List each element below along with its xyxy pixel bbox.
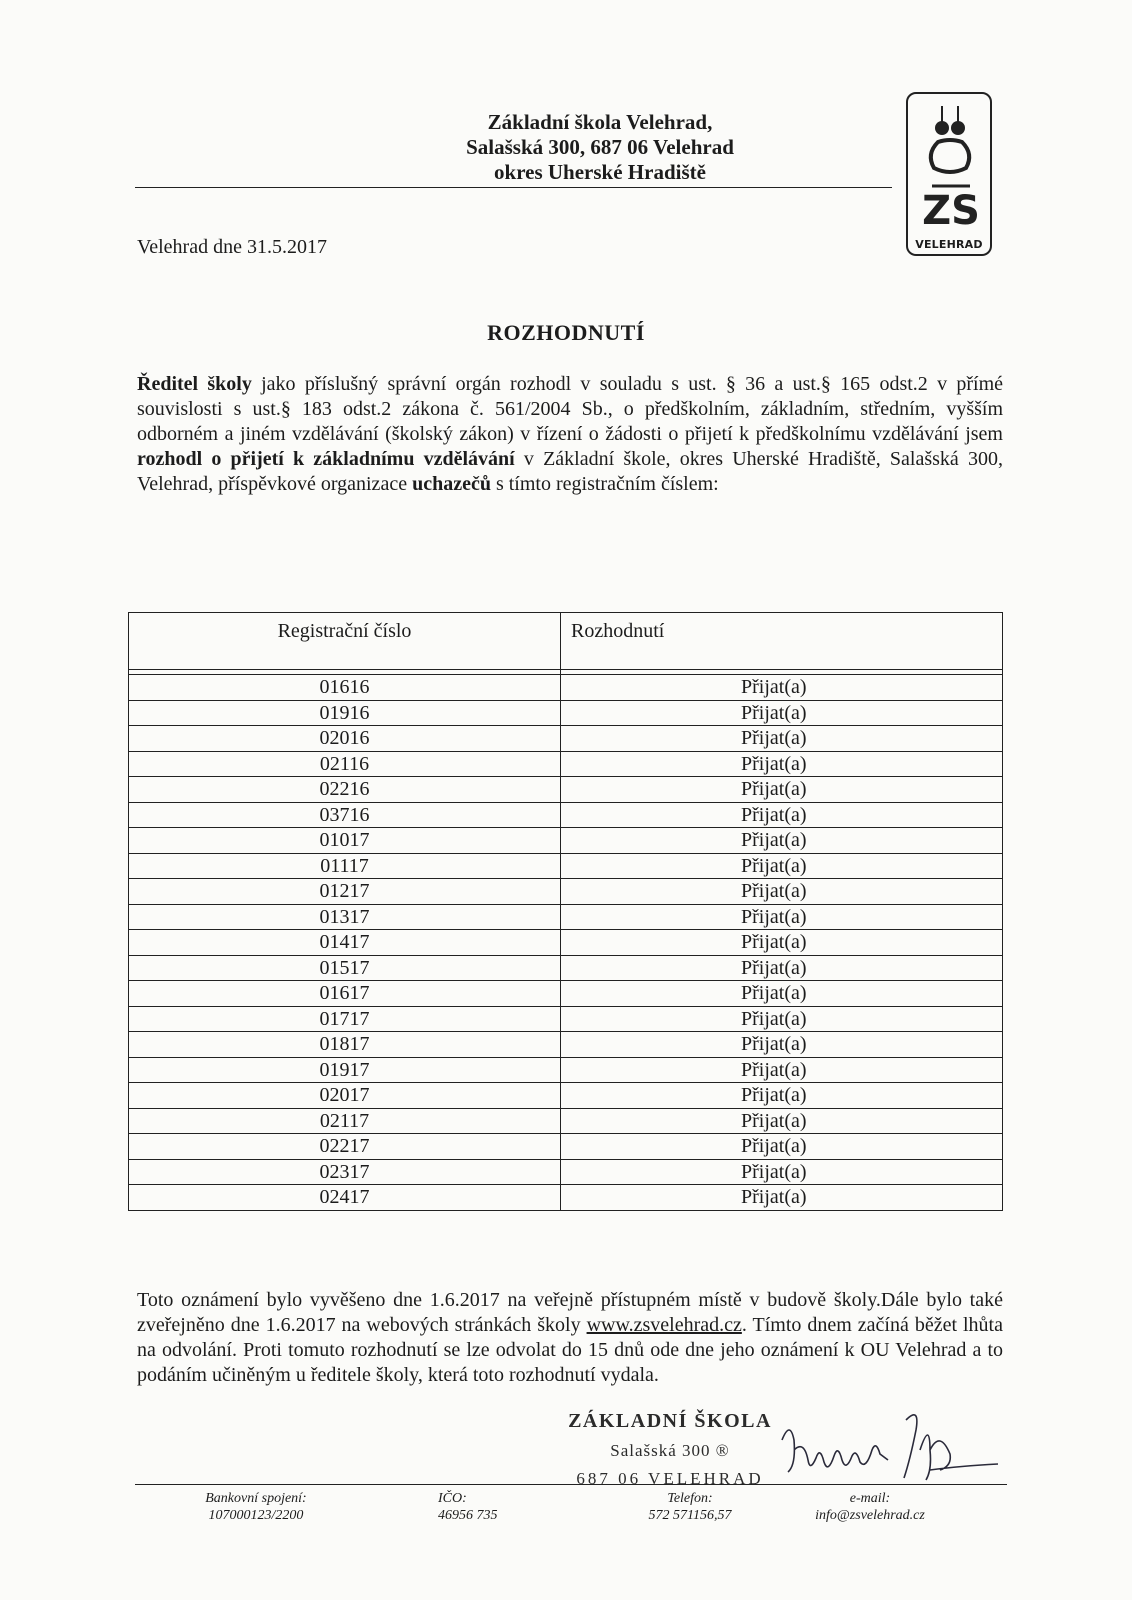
table-row (129, 751, 1003, 777)
decision-cell: Přijat(a) (561, 1006, 1003, 1032)
decision-cell: Přijat(a) (561, 828, 1003, 854)
registration-number-cell: 01916 (129, 700, 561, 726)
registration-number-cell: 02317 (129, 1159, 561, 1185)
decision-cell: Přijat(a) (561, 1108, 1003, 1134)
stamp-line-3: 687 06 VELEHRAD (576, 1469, 764, 1488)
registration-number-cell: 01617 (129, 981, 561, 1007)
logo-emblem-icon (908, 94, 994, 258)
table-row (129, 955, 1003, 981)
table-row (129, 1134, 1003, 1160)
email-link[interactable]: info@zsvelehrad.cz (815, 1508, 925, 1523)
footer-email: e-mail: info@zsvelehrad.cz (800, 1490, 940, 1524)
decision-cell: Přijat(a) (561, 726, 1003, 752)
decision-cell: Přijat(a) (561, 1134, 1003, 1160)
table-row (129, 1159, 1003, 1185)
decision-cell: Přijat(a) (561, 751, 1003, 777)
table-row (129, 700, 1003, 726)
decision-cell: Přijat(a) (561, 1159, 1003, 1185)
table-row (129, 981, 1003, 1007)
table-row (129, 1057, 1003, 1083)
table-row (129, 1032, 1003, 1058)
decision-cell: Přijat(a) (561, 981, 1003, 1007)
header-decision: Rozhodnutí (561, 613, 1003, 670)
footer-ico: IČO: 46956 735 (438, 1491, 498, 1523)
decision-cell: Přijat(a) (561, 700, 1003, 726)
registration-number-cell: 02016 (129, 726, 561, 752)
registration-number-cell: 02217 (129, 1134, 561, 1160)
registration-number-cell: 01517 (129, 955, 561, 981)
decision-cell: Přijat(a) (561, 1057, 1003, 1083)
decision-phrase: rozhodl o přijetí k základnímu vzdělávání (137, 448, 515, 470)
table-row (129, 726, 1003, 752)
header-divider (135, 187, 892, 188)
registration-number-cell: 03716 (129, 802, 561, 828)
school-stamp (560, 1410, 780, 1489)
decision-cell: Přijat(a) (561, 930, 1003, 956)
school-address: Salašská 300, 687 06 Velehrad (466, 135, 734, 159)
table-row (129, 675, 1003, 701)
registration-number-cell: 01417 (129, 930, 561, 956)
table-row (129, 802, 1003, 828)
date-line: Velehrad dne 31.5.2017 (137, 236, 327, 258)
registration-number-cell: 01017 (129, 828, 561, 854)
registration-number-cell: 01616 (129, 675, 561, 701)
stamp-line-2: Salašská 300 ® (610, 1441, 730, 1460)
registration-number-cell: 02017 (129, 1083, 561, 1109)
table-row (129, 853, 1003, 879)
registration-number-cell: 01817 (129, 1032, 561, 1058)
decision-paragraph: Ředitel školy jako příslušný správní orgán rozhodl v souladu s ust. § 36 a ust.§ 165 odst.2 v přímé souvislosti s ust.§ 183 odst.2 zákona č. 561/2004 Sb., o předškolním, základním, středním, vyšším odborném a jiném vzdělávání (školský zákon) v řízení o žádosti o přijetí k předškolnímu vzdělávání jsem rozhodl o přijetí k základnímu vzdělávání v Základní škole, okres Uherské Hradiště, Salašská 300, Velehrad, příspěvkové organizace uchazečů s tímto registračním číslem: (137, 373, 1004, 495)
decision-cell: Přijat(a) (561, 802, 1003, 828)
table-row (129, 1006, 1003, 1032)
decision-cell: Přijat(a) (561, 1185, 1003, 1211)
registration-table (128, 612, 1003, 1211)
decision-cell: Přijat(a) (561, 879, 1003, 905)
table-row (129, 1185, 1003, 1211)
logo-label: VELEHRAD (915, 238, 983, 251)
school-district: okres Uherské Hradiště (494, 160, 706, 184)
table-row (129, 904, 1003, 930)
footer-divider (135, 1484, 1007, 1485)
decision-cell: Přijat(a) (561, 1032, 1003, 1058)
svg-text:ZS: ZS (922, 188, 980, 234)
document-title: ROZHODNUTÍ (487, 320, 645, 345)
table-row (129, 1083, 1003, 1109)
table-row (129, 930, 1003, 956)
decision-cell: Přijat(a) (561, 853, 1003, 879)
notice-paragraph: Toto oznámení bylo vyvěšeno dne 1.6.2017 na veřejně přístupném místě v budově školy.Dále bylo také zveřejněno dne 1.6.2017 na webových stránkách školy www.zsvelehrad.cz. Tímto dnem začíná běžet lhůta na odvolání. Proti tomuto rozhodnutí se lze odvolat do 15 dnů ode dne jeho oznámení k OU Velehrad a to podáním učiněným u ředitele školy, která toto rozhodnutí vydala. (137, 1289, 1003, 1386)
registration-number-cell: 01717 (129, 1006, 561, 1032)
table-row (129, 1108, 1003, 1134)
table-row (129, 828, 1003, 854)
school-name: Základní škola Velehrad, (487, 110, 713, 134)
footer-bank: Bankovní spojení: 107000123/2200 (205, 1491, 307, 1523)
registration-number-cell: 01117 (129, 853, 561, 879)
table-row (129, 879, 1003, 905)
decision-cell: Přijat(a) (561, 904, 1003, 930)
decision-cell: Přijat(a) (561, 675, 1003, 701)
decision-cell: Přijat(a) (561, 955, 1003, 981)
header-registration-number: Registrační číslo (129, 613, 561, 670)
registration-number-cell: 02417 (129, 1185, 561, 1211)
school-logo (906, 92, 992, 256)
registration-number-cell: 01217 (129, 879, 561, 905)
registration-number-cell: 01317 (129, 904, 561, 930)
letterhead (380, 110, 820, 185)
registration-number-cell: 02117 (129, 1108, 561, 1134)
director-label: Ředitel školy (137, 373, 252, 395)
registration-number-cell: 01917 (129, 1057, 561, 1083)
table-header-row (129, 613, 1003, 670)
decision-cell: Přijat(a) (561, 1083, 1003, 1109)
registration-number-cell: 02116 (129, 751, 561, 777)
applicants-label: uchazečů (412, 473, 491, 495)
stamp-line-1: ZÁKLADNÍ ŠKOLA (568, 1410, 772, 1432)
school-website-link[interactable]: www.zsvelehrad.cz (586, 1314, 742, 1336)
signature-icon (780, 1410, 1000, 1490)
registration-number-cell: 02216 (129, 777, 561, 803)
decision-cell: Přijat(a) (561, 777, 1003, 803)
footer-phone: Telefon: 572 571156,57 (648, 1491, 732, 1523)
table-row (129, 777, 1003, 803)
